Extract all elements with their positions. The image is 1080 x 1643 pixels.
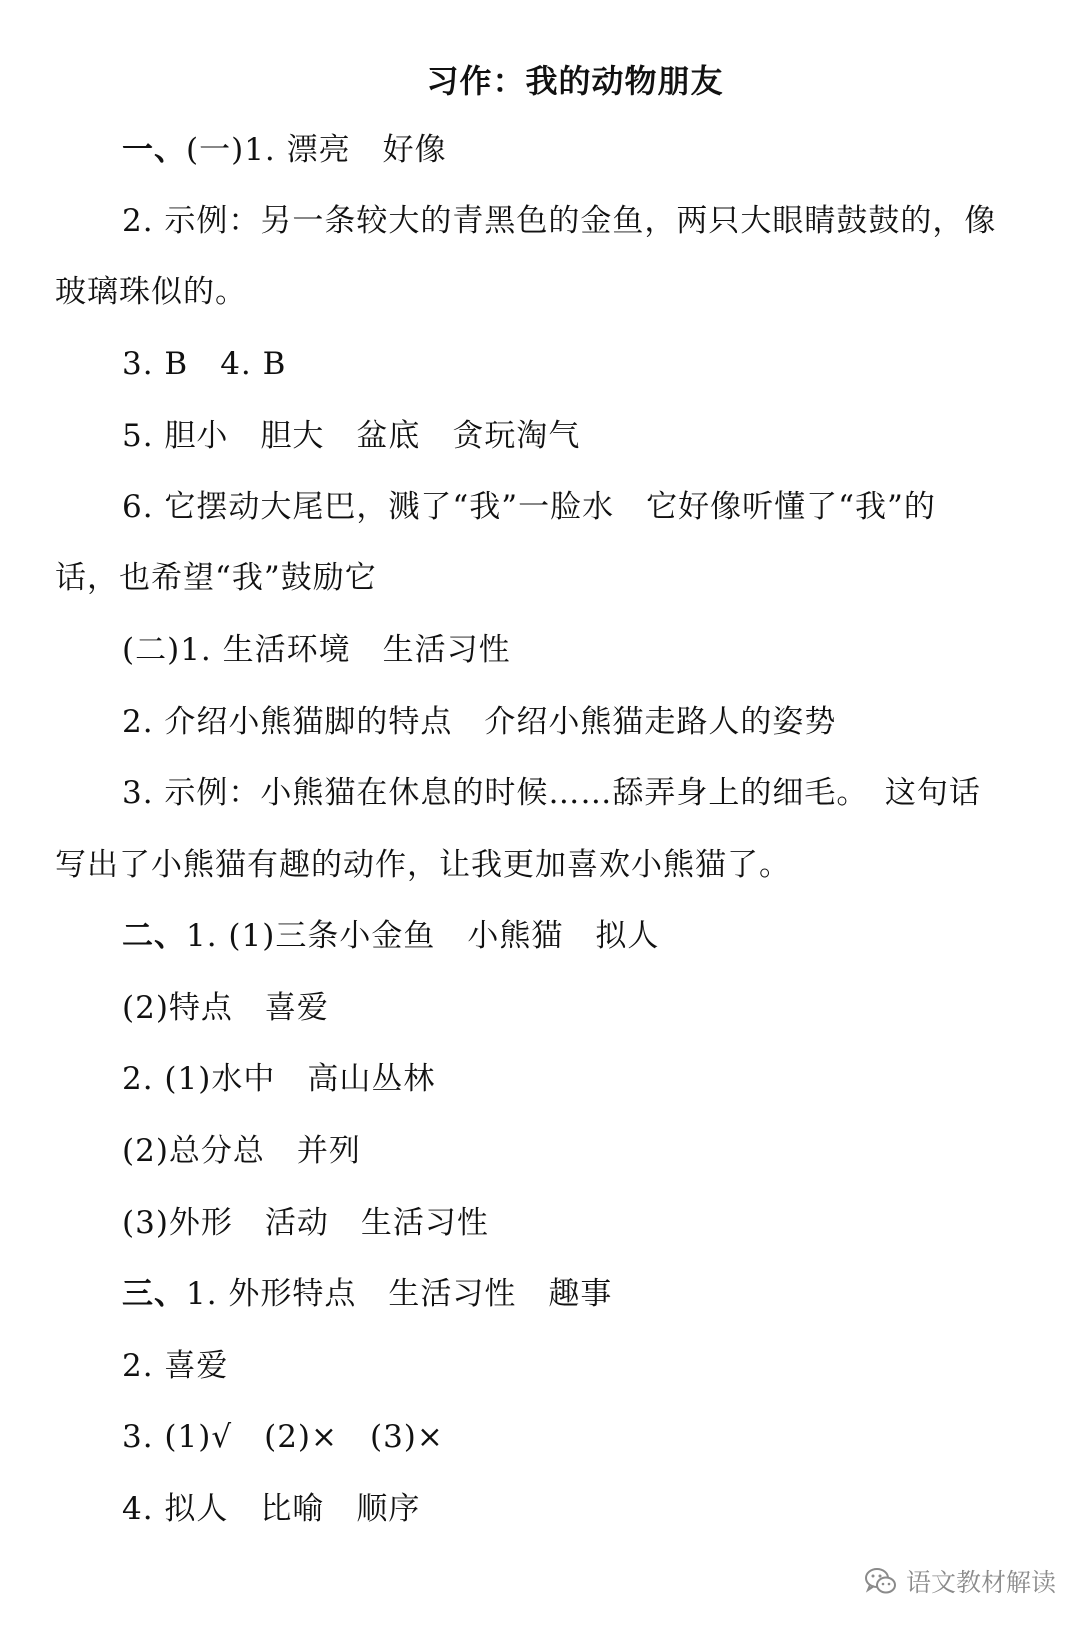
answer-line (122, 1346, 228, 1386)
answer-line (55, 558, 377, 598)
answer-text: 3. (1)√ (2)× (3)× (122, 1419, 444, 1455)
answer-text: (二)1. 生活环境 生活习性 (122, 632, 511, 668)
answer-text: (3)外形 活动 生活习性 (122, 1205, 489, 1241)
answer-line (122, 1059, 435, 1099)
answer-text: 3. 示例：小熊猫在休息的时候……舔弄身上的细毛。 这句话 (122, 775, 981, 811)
answer-line (122, 487, 936, 527)
answer-line (122, 201, 996, 241)
answer-line (122, 988, 329, 1028)
answer-line (122, 416, 580, 456)
answer-text: (2)总分总 并列 (122, 1133, 361, 1169)
answer-text: 5. 胆小 胆大 盆底 贪玩淘气 (122, 418, 581, 454)
answer-text: 写出了小熊猫有趣的动作，让我更加喜欢小熊猫了。 (55, 847, 791, 883)
answer-line (122, 1274, 612, 1314)
answer-line (122, 344, 286, 384)
answer-line (122, 773, 981, 813)
answer-text: (一)1. 漂亮 好像 (186, 132, 447, 168)
answer-text: 2. (1)水中 高山丛林 (122, 1061, 436, 1097)
answer-line (122, 630, 511, 670)
section-number: 一、 (122, 132, 186, 168)
answer-line (122, 1489, 420, 1529)
answer-text: 2. 介绍小熊猫脚的特点 介绍小熊猫走路人的姿势 (122, 704, 837, 740)
answer-line (55, 272, 247, 312)
answer-text: 3. B 4. B (122, 346, 287, 382)
answer-text: 2. 喜爱 (122, 1348, 229, 1384)
answer-line (122, 1417, 444, 1457)
answer-line (122, 130, 447, 170)
answer-text: (2)特点 喜爱 (122, 990, 329, 1026)
answer-text: 2. 示例：另一条较大的青黑色的金鱼，两只大眼睛鼓鼓的，像 (122, 203, 997, 239)
answer-text: 4. 拟人 比喻 顺序 (122, 1491, 421, 1527)
section-number: 二、 (122, 918, 186, 954)
section-number: 三、 (122, 1276, 186, 1312)
page-title: 习作：我的动物朋友 (426, 62, 724, 100)
answer-text: 1. 外形特点 生活习性 趣事 (186, 1276, 613, 1312)
answer-line (122, 1131, 361, 1171)
answer-line (122, 1203, 489, 1243)
watermark-text: 语文教材解读 (905, 1568, 1056, 1597)
wechat-icon (864, 1566, 898, 1596)
answer-line (122, 916, 659, 956)
answer-line (55, 845, 791, 885)
answer-line (122, 702, 836, 742)
answer-text: 1. (1)三条小金鱼 小熊猫 拟人 (186, 918, 660, 954)
answer-text: 话，也希望“我”鼓励它 (55, 560, 377, 596)
watermark (864, 1563, 1056, 1599)
answer-text: 6. 它摆动大尾巴，溅了“我”一脸水 它好像听懂了“我”的 (122, 489, 936, 525)
answer-text: 玻璃珠似的。 (55, 274, 247, 310)
